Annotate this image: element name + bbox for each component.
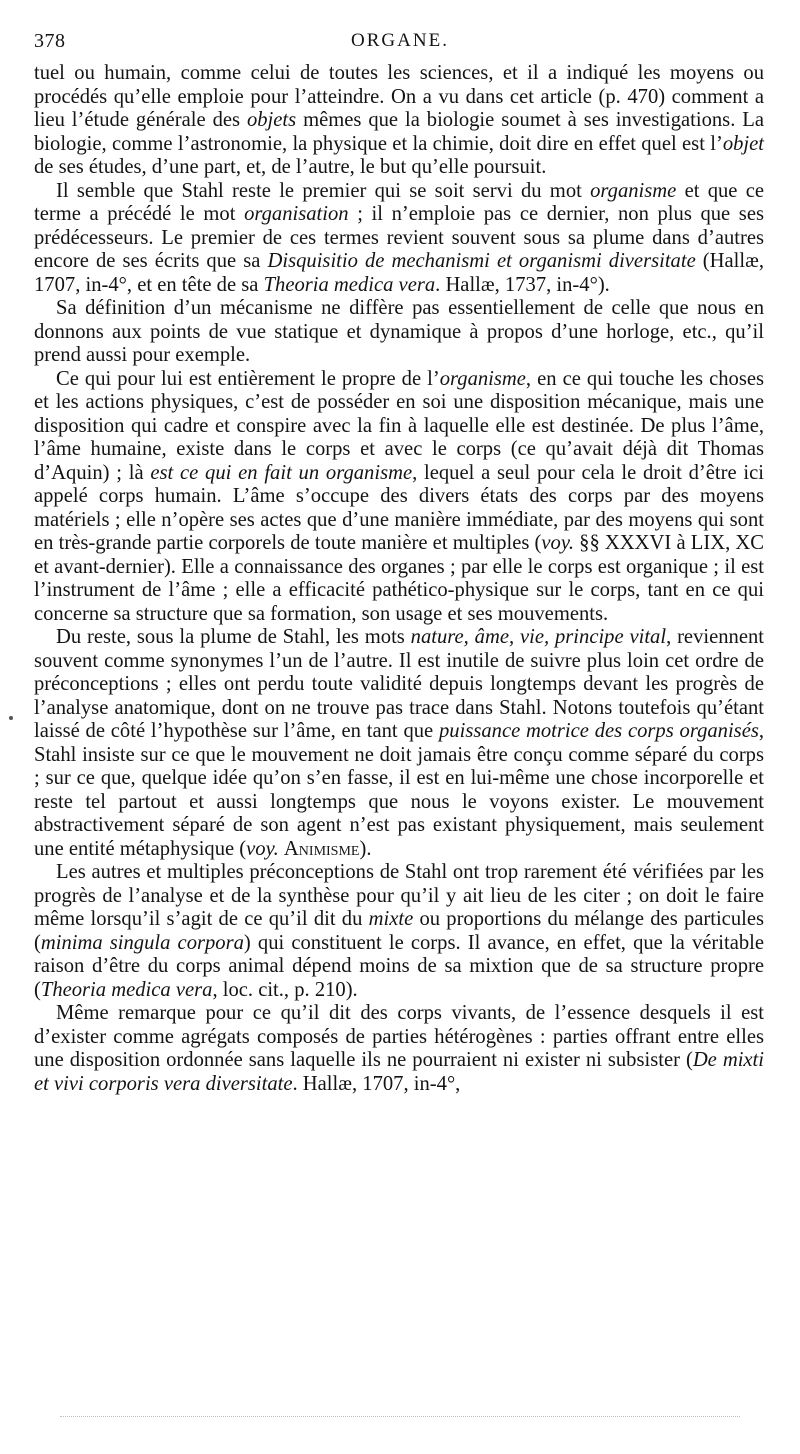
text-run: (Hallæ, 1707, in-4°, et en tête de sa xyxy=(34,250,765,296)
text-run: , loc. cit., p. 210). xyxy=(212,978,358,1001)
text-run: , reviennent souvent comme synonymes l’un de l’autre. Il est inutile de suivre plus loin cet ordre de préconceptions ; elles ont perdu toute validité depuis longtemps devant les progrès de l’analyse anatomique, dont on ne trouve pas trace dans Stahl. Notons toutefois qu’étant laissé de côté l’hypothèse sur l’âme, en tant que xyxy=(34,626,764,742)
italic-text: objet xyxy=(722,132,764,155)
text-run: Sa définition d’un mécanisme ne diffère pas essentiellement de celle que nous en donnons aux points de vue statique et dynamique à propos d’une horloge, etc., qu’il prend aussi pour exemple. xyxy=(34,297,764,366)
paragraph xyxy=(34,180,764,298)
italic-text: Theoria medica vera xyxy=(40,978,213,1001)
paragraph xyxy=(34,62,764,180)
body-text xyxy=(34,62,764,1096)
italic-text: nature, âme, vie, principe vital xyxy=(410,626,667,648)
paragraph xyxy=(34,626,764,861)
text-run: et que ce terme a précédé le mot xyxy=(34,179,764,225)
text-run: Même remarque pour ce qu’il dit des corps vivants, de l’essence desquels il est d’exister comme agrégats composés de parties hétérogènes : parties offrant entre elles une disposition ordonnée sans laquelle ils ne pourraient ni exister ni subsister ( xyxy=(34,1002,764,1071)
paragraph xyxy=(34,1002,764,1096)
italic-text: organisme xyxy=(590,179,677,202)
text-run: tuel ou humain, comme celui de toutes les sciences, et il a indiqué les moyens ou procédés qu’elle emploie pour l’atteindre. On a vu dans cet article (p. 470) comment a lieu l’étude générale des xyxy=(34,62,764,131)
text-run: de ses études, d’une part, et, de l’autre, le but qu’elle poursuit. xyxy=(34,156,547,178)
text-run: , lequel a seul pour cela le droit d’être ici appelé corps humain. L’âme s’occupe des divers états des corps par des moyens matériels ; elle n’opère ses actes que d’une manière immédiate, par des moyens qui sont en très-grande partie corporels de toute manière et multiples ( xyxy=(34,461,764,554)
text-run: Il semble que Stahl reste le premier qui se soit servi du mot xyxy=(56,179,591,202)
footer-rule xyxy=(60,1416,740,1418)
paragraph xyxy=(34,368,764,627)
paragraph xyxy=(34,861,764,1002)
text-run: Du reste, sous la plume de Stahl, les mots xyxy=(56,626,411,648)
italic-text: Disquisitio de mechanismi et organismi diversitate xyxy=(267,250,696,272)
italic-text: organisation xyxy=(244,203,349,225)
italic-text: puissance motrice des corps organisés xyxy=(439,720,759,742)
italic-text: minima singula corpora xyxy=(40,931,244,954)
text-run: Les autres et multiples préconceptions de Stahl ont trop rarement été vérifiées par les progrès de l’analyse et de la synthèse pour qu’il y ait lieu de les citer ; on doit le faire même lorsqu’il s’agit de ce qu’il dit du xyxy=(34,861,764,930)
italic-text: voy. xyxy=(246,837,279,860)
text-run: . Hallæ, 1737, in-4°). xyxy=(435,273,610,296)
italic-text: objets xyxy=(246,109,297,131)
text-run: §§ XXXVI à LIX, XC et avant-dernier). Elle a connaissance des organes ; par elle le corps est organique ; il est l’instrument de l’âme ; elle a efficacité pathético-physique sur le corps, tant en ce qui concerne sa structure que sa formation, son usage et ses mouvements. xyxy=(34,532,765,625)
italic-text: Theoria medica vera xyxy=(263,273,436,296)
paragraph xyxy=(34,297,764,368)
italic-text: mixte xyxy=(368,908,414,930)
text-run: ) qui constituent le corps. Il avance, en effet, que la véritable raison d’être du corps animal dépend moins de sa mixtion que de sa structure propre ( xyxy=(34,931,764,1001)
italic-text: De mixti et vivi corporis vera diversitate xyxy=(34,1049,765,1095)
text-run: , en ce qui touche les choses et les actions physiques, c’est de posséder en soi une disposition mécanique, mais une disposition qui cadre et conspire avec la fin à laquelle elle est destinée. De plus l’âme, l’âme humaine, existe dans le corps et avec le corps (ce qu’avait déjà dit Thomas d’Aquin) ; là xyxy=(34,367,765,484)
margin-mark xyxy=(9,716,13,720)
italic-text: voy. xyxy=(541,532,574,554)
text-run: mêmes que la biologie soumet à ses investigations. La biologie, comme l’astronomie, la physique et la chimie, doit dire en effet quel est l’ xyxy=(34,109,764,155)
small-caps-text: Animisme xyxy=(283,837,360,860)
text-run: ; il n’emploie pas ce dernier, non plus que ses prédécesseurs. Le premier de ces termes revient souvent sous sa plume dans d’autres encore de ses écrits que sa xyxy=(34,203,764,272)
running-title: ORGANE. xyxy=(351,30,449,51)
text-run: ou proportions du mélange des particules ( xyxy=(34,908,764,954)
italic-text: organisme xyxy=(439,367,526,390)
page-header xyxy=(34,30,766,60)
text-run: . Hallæ, 1707, in-4°, xyxy=(292,1072,461,1095)
text-run: ). xyxy=(359,837,372,860)
page-number: 378 xyxy=(34,30,66,52)
italic-text: est ce qui en fait un organisme xyxy=(150,461,413,484)
text-run: , Stahl insiste sur ce que le mouvement ne doit jamais être conçu comme séparé du corps ; sur ce que, quelque idée qu’on s’en fasse, il est en lui-même une chose incorporelle et reste tel partout et aussi longtemps que nous le voyons exister. Le mouvement abstractivement séparé de son agent n’est pas existant physiquement, mais seulement une entité métaphysique ( xyxy=(34,720,765,860)
text-run: Ce qui pour lui est entièrement le propre de l’ xyxy=(56,367,440,390)
